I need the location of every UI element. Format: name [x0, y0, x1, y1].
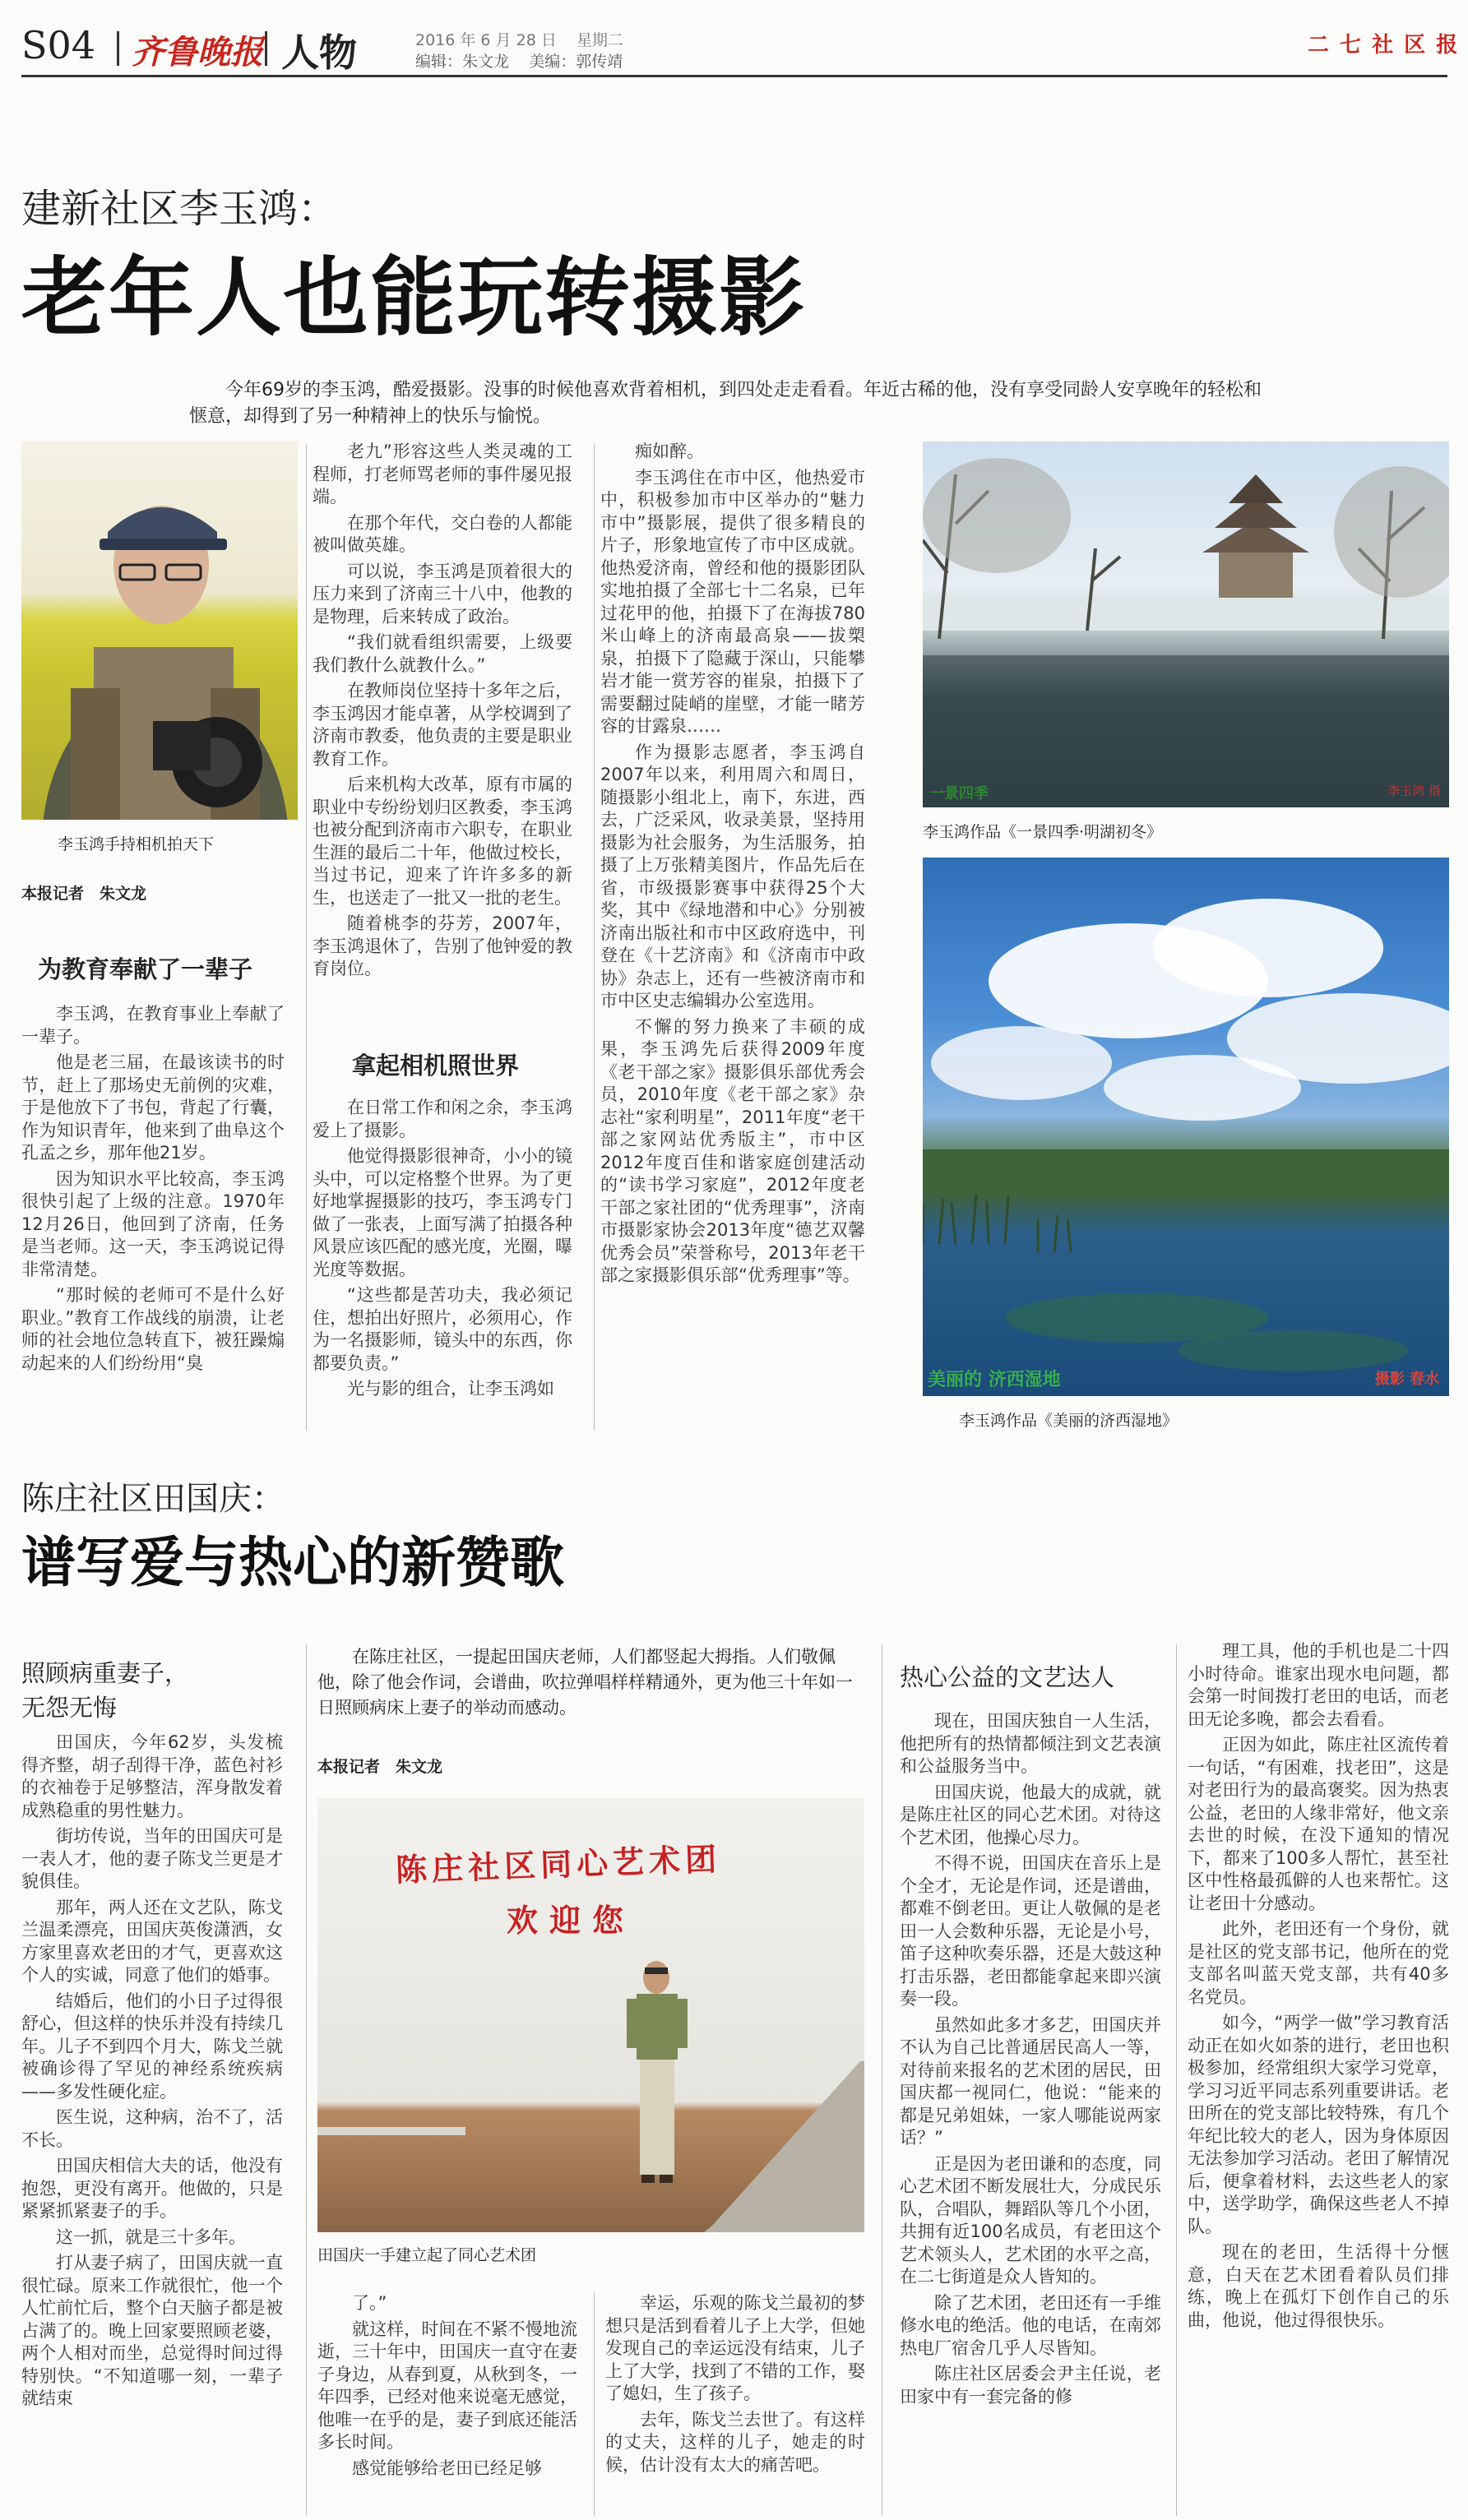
paragraph: 正因为如此，陈庄社区流传着一句话，“有困难，找老田”，这是对老田行为的最高褒奖。因为热衷公益，老田的人缘非常好，他文亲去世的时候，在没下通知的情况下，都来了100多人帮忙，甚至社区中性格最孤僻的人也来帮忙。这让老田十分感动。 — [1188, 1735, 1449, 1913]
paragraph: 不得不说，田国庆在音乐上是个全才，无论是作词，还是谱曲，都难不倒老田。更让人敬佩的是老田一人会数种乐器，无论是小号，笛子这种吹奏乐器，还是大鼓这种打击乐器，老田都能拿起来即兴演奏一段。 — [900, 1853, 1161, 2009]
article2-subhead-wife-line2: 无怨无悔 — [21, 1694, 118, 1722]
article2-column2 — [317, 2292, 577, 2517]
paragraph: 光与影的组合，让李玉鸿如 — [347, 1379, 554, 1399]
pavilion-scene — [923, 442, 1449, 807]
date-text: 2016 年 6 月 28 日 — [415, 31, 557, 49]
paragraph: 陈庄社区居委会尹主任说，老田家中有一套完备的修 — [900, 2364, 1161, 2407]
paragraph: 如今，“两学一做”学习教育活动正在如火如荼的进行，老田也积极参加，经常组织大家学习党章，学习习近平同志系列重要讲话。老田所在的党支部比较特殊，有几个年纪比较大的老人，因为身体原因无法参加学习活动。老田了解情况后，便拿着材料，去这些老人的家中，送学助学，确保这些老人不掉队。 — [1188, 2013, 1449, 2236]
paragraph: 了。” — [352, 2293, 387, 2313]
paragraph: 街坊传说，当年的田国庆可是一表人才，他的妻子陈戈兰更是才貌俱佳。 — [21, 1826, 283, 1891]
paper-logo: 齐鲁晚报 — [132, 33, 263, 72]
paragraph: 不懈的努力换来了丰硕的成果，李玉鸿先后获得2009年度《老干部之家》摄影俱乐部优秀会员，2010年度《老干部之家》杂志社“家利明星”，2011年度“老干部之家网站优秀版主”，市中区2012年度百佳和谐家庭创建活动的“读书学习家庭”，2012年度老干部之家社团的“优秀理事”，济南市摄影家协会2013年度“德艺双馨优秀会员”荣誉称号，2013年老干部之家摄影俱乐部“优秀理事”等。 — [600, 1016, 865, 1285]
portrait-photo — [21, 442, 298, 820]
photo1-caption: 李玉鸿作品《一景四季·明湖初冬》 — [923, 823, 1163, 841]
banner-line2: 欢迎您 — [507, 1903, 636, 1939]
paragraph: 此外，老田还有一个身份，就是社区的党支部书记，他所在的党支部名叫蓝天党支部，共有40多名党员。 — [1188, 1919, 1449, 2007]
paragraph: 感觉能够给老田已经足够 — [352, 2458, 542, 2478]
weekday-text: 星期二 — [577, 31, 624, 49]
article1-column1 — [21, 1003, 285, 1431]
work-photo-wetland — [923, 858, 1449, 1396]
page-header — [0, 0, 1468, 82]
paragraph: 那年，两人还在文艺队，陈戈兰温柔漂亮，田国庆英俊潇洒，女方家里喜欢老田的才气，更喜欢这个人的实诚，同意了他们的婚事。 — [21, 1897, 283, 1985]
paragraph: 因为知识水平比较高，李玉鸿很快引起了上级的注意。1970年12月26日，他回到了济南，任务是当老师。这一天，李玉鸿说记得非常清楚。 — [21, 1168, 285, 1279]
article2-lead: 在陈庄社区，一提起田国庆老师，人们都竖起大拇指。人们敬佩他，除了他会作词，会谱曲，吹拉弹唱样样精通外，更为他三十年如一日照顾病床上妻子的举动而感动。 — [317, 1647, 853, 1718]
paragraph: 李玉鸿住在市中区，他热爱市中，积极参加市中区举办的“魅力市中”摄影展，提供了很多精良的片子，形象地宣传了市中区成就。他热爱济南，曾经和他的摄影团队实地拍摄了全部七十二名泉，已年过花甲的他，拍摄下了在海拔780米山峰上的济南最高泉——拔槊泉，拍摄下了隐藏于深山，只能攀岩才能一赏芳容的崔泉，拍摄下了需要翻过陡峭的崖壁，才能一睹芳容的甘露泉…… — [600, 467, 865, 736]
paragraph: 随着桃李的芬芳，2007年，李玉鸿退休了，告别了他钟爱的教育岗位。 — [313, 913, 572, 978]
photo2-title-mark: 美丽的 济西湿地 — [928, 1370, 1061, 1390]
paragraph: 现在，田国庆独自一人生活，他把所有的热情都倾注到文艺表演和公益服务当中。 — [900, 1711, 1161, 1776]
paragraph: 老九”形容这些人类灵魂的工程师，打老师骂老师的事件屡见报端。 — [313, 442, 572, 506]
photographer-figure — [21, 442, 298, 820]
paragraph: 理工具，他的手机也是二十四小时待命。谁家出现水电问题，都会第一时间拨打老田的电话，而老田无论多晚，都会去看看。 — [1188, 1641, 1449, 1729]
paragraph: 虽然如此多才多艺，田国庆并不认为自己比普通居民高人一等，对待前来报名的艺术团的居民，田国庆都一视同仁，他说：“能来的都是兄弟姐妹，一家人哪能说两家话？” — [900, 2014, 1161, 2148]
paragraph: “这些都是苦功夫，我必须记住，想拍出好照片，必须用心，作为一名摄影师，镜头中的东西，你都要负责。” — [313, 1285, 572, 1373]
article2-column3 — [605, 2292, 865, 2517]
wetland-scene — [923, 858, 1449, 1396]
paragraph: 正是因为老田谦和的态度，同心艺术团不断发展壮大，分成民乐队，合唱队，舞蹈队等几个小团，共拥有近100名成员，有老田这个艺术领头人，艺术团的水平之高，在二七街道是众人皆知的。 — [900, 2153, 1161, 2286]
page-number: S04 — [21, 23, 96, 67]
article1-lead: 今年69岁的李玉鸿，酷爱摄影。没事的时候他喜欢背着相机，到四处走走看看。年近古稀的他，没有享受同龄人安享晚年的轻松和惬意，却得到了另一种精神上的快乐与愉悦。 — [189, 380, 1262, 427]
art-troupe-photo — [317, 1798, 864, 2232]
paragraph: 他是老三届，在最该读书的时节，赶上了那场史无前例的灾难，于是他放下了书包，背起了行囊，作为知识青年，他来到了曲阜这个孔孟之乡，那年他21岁。 — [21, 1052, 285, 1163]
paragraph: 就这样，时间在不紧不慢地流逝，三十年中，田国庆一直守在妻子身边，从春到夏，从秋到冬，一年四季，已经对他来说毫无感觉，他唯一在乎的是，妻子到底还能活多长时间。 — [317, 2319, 577, 2452]
paragraph: “那时候的老师可不是什么好职业。”教育工作战线的崩溃，让老师的社会地位急转直下，被狂躁煽动起来的人们纷纷用“臭 — [21, 1285, 285, 1373]
paragraph: 在日常工作和闲之余，李玉鸿爱上了摄影。 — [313, 1098, 572, 1140]
photo1-title-mark: 一景四季 — [929, 785, 989, 802]
section-title: 人物 — [281, 30, 357, 75]
article1-reporter: 本报记者 朱文龙 — [21, 885, 147, 903]
article2-column1 — [21, 1732, 283, 2517]
paragraph: 后来机构大改革，原有市属的职业中专纷纷划归区教委，李玉鸿也被分配到济南市六职专，在职业生涯的最后二十年，他做过校长，当过书记，迎来了许许多多的新生，也送走了一批又一批的老生。 — [313, 774, 572, 908]
edition-name: 二 七 社 区 报 — [1308, 33, 1460, 58]
article2-column5 — [1188, 1640, 1449, 2517]
article2-column4 — [900, 1710, 1161, 2517]
paragraph: 田国庆说，他最大的成就，就是陈庄社区的同心艺术团。对待这个艺术团，他操心尽力。 — [900, 1782, 1161, 1847]
paragraph: 除了艺术团，老田还有一手维修水电的绝活。他的电话，在南郊热电厂宿舍几乎人尽皆知。 — [900, 2292, 1161, 2358]
article1-column3 — [600, 441, 865, 1431]
man-standing-figure — [317, 1798, 864, 2232]
paragraph: “我们就看组织需要，上级要我们教什么就教什么。” — [313, 632, 572, 675]
editor-text: 编辑：朱文龙 — [415, 53, 510, 71]
article1-subhead-education: 为教育奉献了一辈子 — [38, 955, 253, 983]
article1-subhead-camera: 拿起相机照世界 — [352, 1052, 520, 1080]
paragraph: 可以说，李玉鸿是顶着很大的压力来到了济南三十八中，他教的是物理，后来转成了政治。 — [313, 561, 572, 627]
article1-column2-bottom — [313, 1097, 572, 1431]
paragraph: 田国庆，今年62岁，头发梳得齐整，胡子刮得干净，蓝色衬衫的衣袖卷于足够整洁，浑身散发着成熟稳重的男性魅力。 — [21, 1732, 283, 1820]
article2-reporter: 本报记者 朱文龙 — [317, 1758, 443, 1776]
photo2-caption: 李玉鸿作品《美丽的济西湿地》 — [959, 1412, 1179, 1430]
paragraph: 作为摄影志愿者，李玉鸿自2007年以来，利用周六和周日，随摄影小组北上，南下，东进，西去，广泛采风，收录美景，坚持用摄影为社会服务，为生活服务，拍摄了上万张精美图片，作品先后在省，市级摄影赛事中获得25个大奖，其中《绿地潜和中心》分别被济南出版社和市中区政府选中，刊登在《十艺济南》和《济南市中政协》杂志上，还有一些被济南市和市中区史志编辑办公室选用。 — [600, 742, 865, 1010]
paragraph: 这一抓，就是三十多年。 — [56, 2226, 246, 2247]
paragraph: 李玉鸿，在教育事业上奉献了一辈子。 — [21, 1004, 285, 1047]
paragraph: 在那个年代，交白卷的人都能被叫做英雄。 — [313, 512, 572, 555]
editor-credits — [415, 49, 623, 72]
article1-kicker: 建新社区李玉鸿： — [21, 186, 338, 232]
paragraph: 打从妻子病了，田国庆就一直很忙碌。原来工作就很忙，他一个人忙前忙后，整个白天脑子都是被占满了的。晚上回家要照顾老婆，两个人相对而坐，总觉得时间过得特别快。“不知道哪一刻，一辈子就结束 — [21, 2253, 283, 2408]
paragraph: 田国庆相信大夫的话，他没有抱怨，更没有离开。他做的，只是紧紧抓紧妻子的手。 — [21, 2156, 283, 2221]
work-photo-winter-lake — [923, 442, 1449, 807]
paragraph: 去年，陈戈兰去世了。有这样的丈夫，这样的儿子，她走的时候，估计没有太大的痛苦吧。 — [605, 2409, 865, 2475]
photo2-author-mark: 摄影 春水 — [1374, 1371, 1439, 1388]
paragraph: 医生说，这种病，治不了，活不长。 — [21, 2107, 283, 2150]
photo1-author-mark: 李玉鸿 摄 — [1387, 784, 1441, 798]
header-rule — [21, 75, 1447, 77]
troupe-photo-caption: 田国庆一手建立起了同心艺术团 — [317, 2246, 537, 2264]
article2-subhead-wife-line1: 照顾病重妻子， — [21, 1659, 189, 1687]
paragraph: 他觉得摄影很神奇，小小的镜头中，可以定格整个世界。为了更好地掌握摄影的技巧，李玉鸿专门做了一张表，上面写满了拍摄各种风景应该匹配的感光度，光圈，曝光度等数据。 — [313, 1146, 572, 1279]
banner-line1: 陈庄社区同心艺术团 — [395, 1841, 722, 1889]
paragraph: 在教师岗位坚持十多年之后，李玉鸿因才能卓著，从学校调到了济南市教委，他负责的主要是职业教育工作。 — [313, 681, 572, 769]
issue-date — [415, 28, 623, 50]
paragraph: 结婚后，他们的小日子过得很舒心，但这样的快乐并没有持续几年。儿子不到四个月大，陈戈兰就被确诊得了罕见的神经系统疾病——多发性硬化症。 — [21, 1991, 283, 2102]
article1-column2-top — [313, 441, 572, 1041]
paragraph: 痴如醉。 — [635, 442, 704, 461]
article1-headline: 老年人也能玩转摄影 — [21, 247, 807, 348]
article2-subhead-arts: 热心公益的文艺达人 — [900, 1663, 1115, 1691]
article2-kicker: 陈庄社区田国庆： — [21, 1480, 285, 1518]
portrait-caption: 李玉鸿手持相机拍天下 — [58, 835, 215, 853]
paragraph: 幸运，乐观的陈戈兰最初的梦想只是活到看着儿子上大学，但她发现自己的幸运远没有结束，儿子上了大学，找到了不错的工作，娶了媳妇，生了孩子。 — [605, 2293, 865, 2403]
art-editor-text: 美编：郭传靖 — [529, 53, 623, 71]
article2-headline: 谱写爱与热心的新赞歌 — [21, 1531, 564, 1594]
paragraph: 现在的老田，生活得十分惬意，白天在艺术团看着队员们排练，晚上在孤灯下创作自己的乐曲，他说，他过得很快乐。 — [1188, 2242, 1449, 2330]
